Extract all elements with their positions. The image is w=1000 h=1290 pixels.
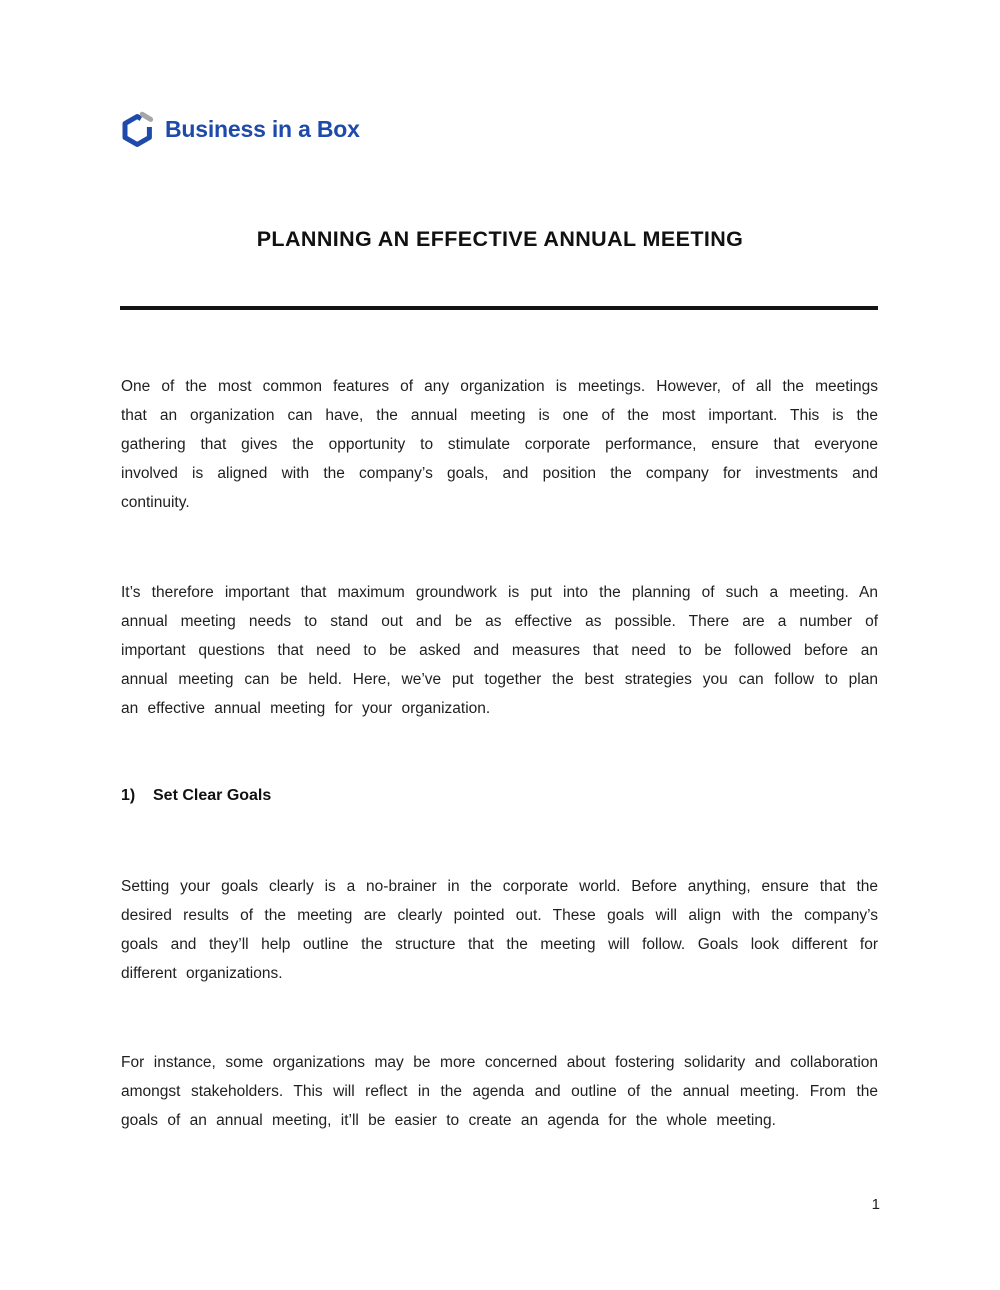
section-number: 1) [121,787,136,804]
section-heading-text: Set Clear Goals [153,787,272,804]
intro-paragraph-2: It’s therefore important that maximum groundwork is put into the planning of such a meeting. An annual meeting needs to stand out and be as effective as possible. There are a number of important questions that need to be asked and measures that need to be followed before an annual meeting can be held. Here, we’ve put together the best strategies you can follow to plan an effective annual meeting for your organization. [121,584,878,717]
section-paragraph-2: For instance, some organizations may be more concerned about fostering solidarity and collaboration amongst stakeholders. This will reflect in the agenda and outline of the annual meeting. From the goals of an annual meeting, it’ll be easier to create an agenda for the whole meeting. [121,1054,878,1129]
brand-logo-text: Business in a Box [165,116,360,142]
intro-paragraph-1: One of the most common features of any organization is meetings. However, of all the meetings that an organization can have, the annual meeting is one of the most important. This is the gathering that gives the opportunity to stimulate corporate performance, ensure that everyone involved is aligned with the company’s goals, and position the company for investments and continuity. [121,378,878,511]
title-divider-rule [120,306,878,310]
section-heading-set-clear-goals [121,787,271,805]
section-paragraph-1: Setting your goals clearly is a no-brainer in the corporate world. Before anything, ensure that the desired results of the meeting are clearly pointed out. These goals will align with the company’s goals and they’ll help outline the structure that the meeting will follow. Goals look different for different organizations. [121,878,878,982]
business-in-a-box-logo-icon [119,110,156,149]
brand-logo [119,110,360,149]
page-number: 1 [871,1196,880,1213]
document-title: PLANNING AN EFFECTIVE ANNUAL MEETING [256,227,744,251]
